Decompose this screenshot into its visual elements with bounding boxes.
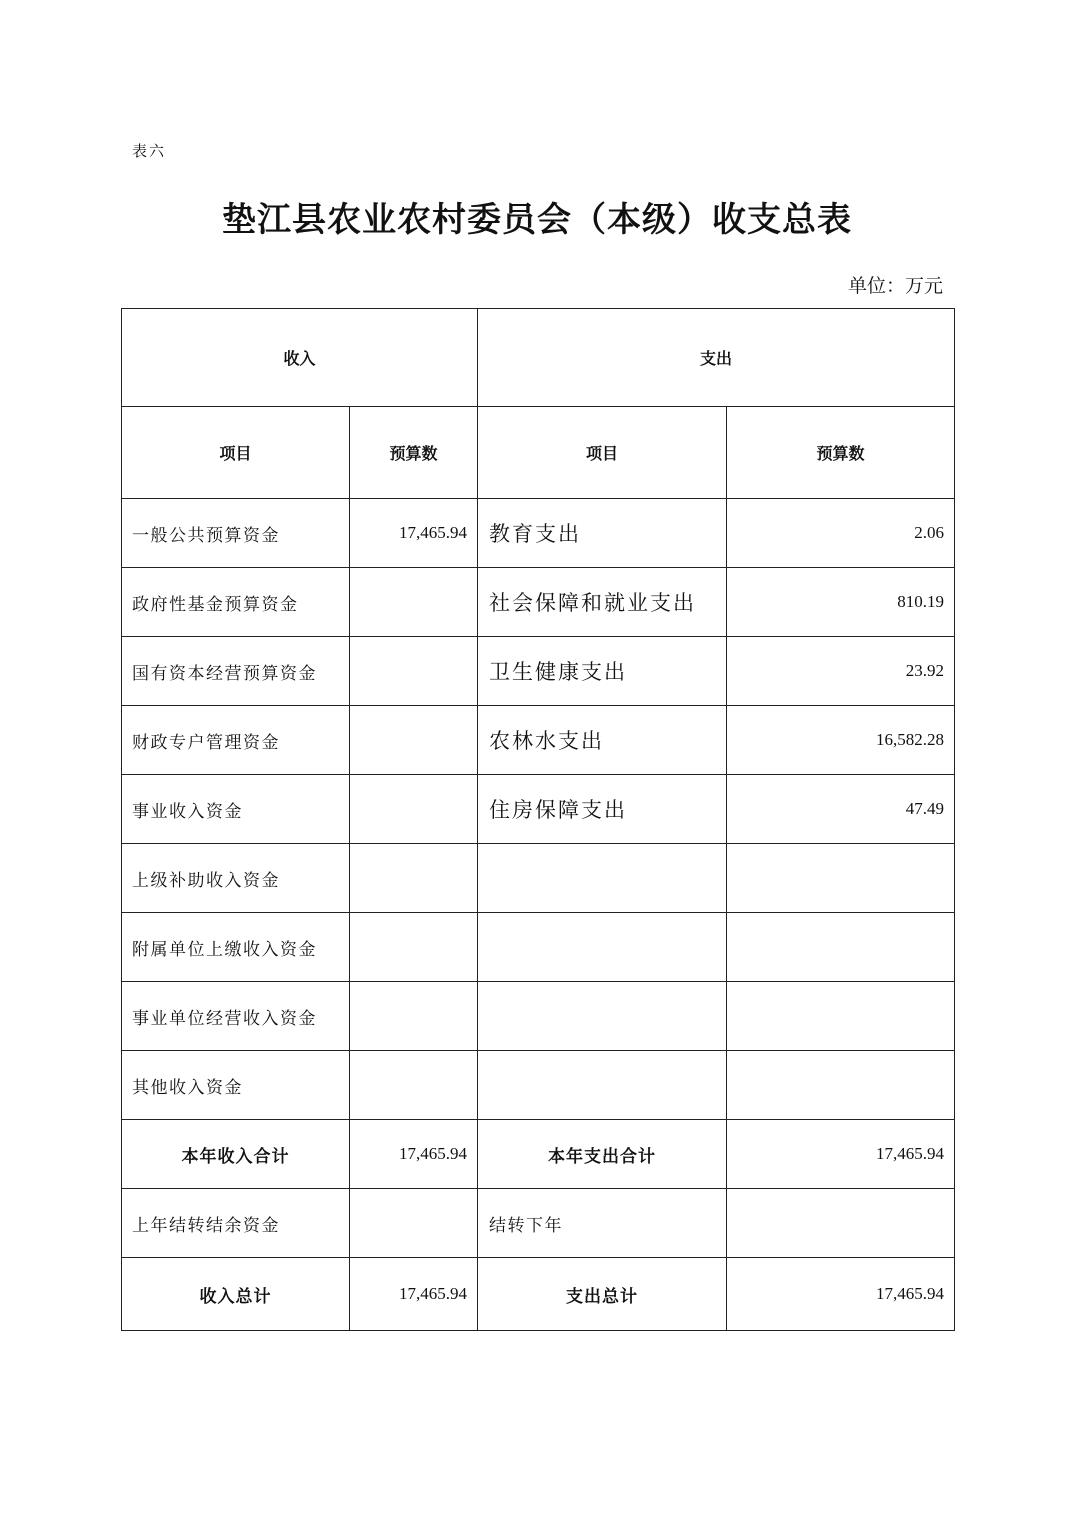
carry-out-label: 结转下年 xyxy=(478,1189,727,1258)
carry-in-label: 上年结转结余资金 xyxy=(122,1189,350,1258)
income-value xyxy=(350,982,478,1051)
year-expense-total-value: 17,465.94 xyxy=(727,1120,955,1189)
expense-value xyxy=(727,982,955,1051)
income-item: 国有资本经营预算资金 xyxy=(122,637,350,706)
carry-out-value xyxy=(727,1189,955,1258)
expense-header: 支出 xyxy=(478,309,955,407)
expense-item: 卫生健康支出 xyxy=(478,637,727,706)
income-budget-header: 预算数 xyxy=(350,407,478,499)
income-value xyxy=(350,1051,478,1120)
expense-value: 2.06 xyxy=(727,499,955,568)
table-row xyxy=(122,775,955,844)
budget-table xyxy=(121,308,955,1331)
income-item: 政府性基金预算资金 xyxy=(122,568,350,637)
expense-value xyxy=(727,913,955,982)
income-grand-total-value: 17,465.94 xyxy=(350,1258,478,1331)
carry-over-row xyxy=(122,1189,955,1258)
year-total-row xyxy=(122,1120,955,1189)
income-value xyxy=(350,775,478,844)
column-header-row xyxy=(122,407,955,499)
table-row xyxy=(122,637,955,706)
income-header: 收入 xyxy=(122,309,478,407)
expense-item: 教育支出 xyxy=(478,499,727,568)
income-item-header: 项目 xyxy=(122,407,350,499)
income-value xyxy=(350,844,478,913)
table-row xyxy=(122,913,955,982)
doc-label: 表六 xyxy=(132,142,167,160)
expense-grand-total-label: 支出总计 xyxy=(478,1258,727,1331)
income-value xyxy=(350,706,478,775)
table-row xyxy=(122,568,955,637)
income-item: 事业单位经营收入资金 xyxy=(122,982,350,1051)
table-row xyxy=(122,499,955,568)
expense-item xyxy=(478,1051,727,1120)
grand-total-row xyxy=(122,1258,955,1331)
expense-item: 农林水支出 xyxy=(478,706,727,775)
expense-grand-total-value: 17,465.94 xyxy=(727,1258,955,1331)
carry-in-value xyxy=(350,1189,478,1258)
unit-label: 单位：万元 xyxy=(847,276,943,297)
table-row xyxy=(122,982,955,1051)
year-income-total-label: 本年收入合计 xyxy=(122,1120,350,1189)
expense-value xyxy=(727,844,955,913)
expense-value: 47.49 xyxy=(727,775,955,844)
income-item: 事业收入资金 xyxy=(122,775,350,844)
table-row xyxy=(122,844,955,913)
expense-value xyxy=(727,1051,955,1120)
income-item: 一般公共预算资金 xyxy=(122,499,350,568)
income-item: 财政专户管理资金 xyxy=(122,706,350,775)
income-value: 17,465.94 xyxy=(350,499,478,568)
income-item: 上级补助收入资金 xyxy=(122,844,350,913)
income-value xyxy=(350,568,478,637)
year-expense-total-label: 本年支出合计 xyxy=(478,1120,727,1189)
expense-value: 810.19 xyxy=(727,568,955,637)
expense-item xyxy=(478,982,727,1051)
income-grand-total-label: 收入总计 xyxy=(122,1258,350,1331)
expense-value: 16,582.28 xyxy=(727,706,955,775)
expense-item: 住房保障支出 xyxy=(478,775,727,844)
expense-budget-header: 预算数 xyxy=(727,407,955,499)
expense-value: 23.92 xyxy=(727,637,955,706)
expense-item xyxy=(478,913,727,982)
expense-item: 社会保障和就业支出 xyxy=(478,568,727,637)
table-row xyxy=(122,706,955,775)
income-item: 附属单位上缴收入资金 xyxy=(122,913,350,982)
income-value xyxy=(350,637,478,706)
expense-item xyxy=(478,844,727,913)
page-title: 垫江县农业农村委员会（本级）收支总表 xyxy=(222,200,852,240)
table-row xyxy=(122,1051,955,1120)
income-item: 其他收入资金 xyxy=(122,1051,350,1120)
section-header-row xyxy=(122,309,955,407)
expense-item-header: 项目 xyxy=(478,407,727,499)
year-income-total-value: 17,465.94 xyxy=(350,1120,478,1189)
income-value xyxy=(350,913,478,982)
